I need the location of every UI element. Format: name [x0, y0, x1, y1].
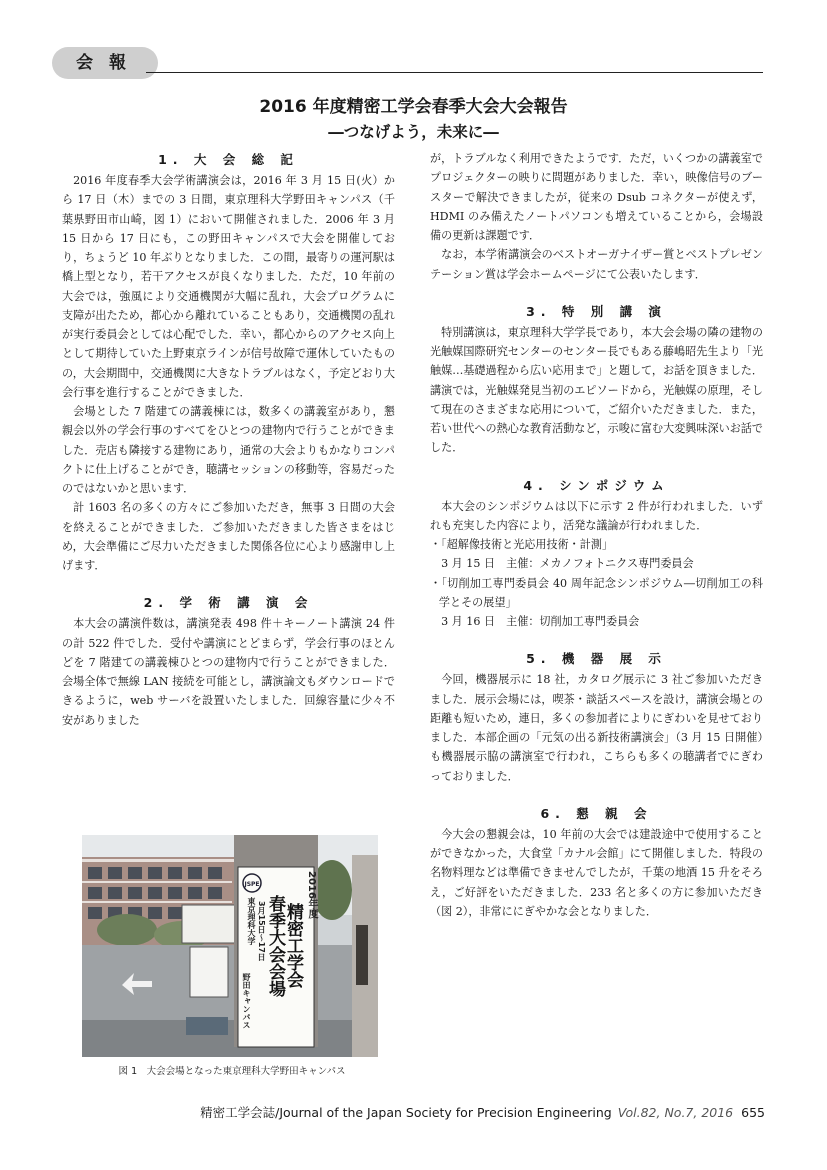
paragraph: 2016 年度春季大会学術講演会は，2016 年 3 月 15 日(火）から 17 日（木）までの 3 日間，東京理科大学野田キャンパス（千葉県野田市山崎，図 1）において開催されました．2006 年 3 月 15 日から 17 日にも，この野田キャンパスで大会を開催しており，ちょうど 10 年ぶりとなりました．この間，最寄りの運河駅は橋上型となり，若干アクセスが良くなりました．ただ，10 年前の大会では，強風により交通機関が大幅に乱れ，大会プログラムに支障が出たため，都心から離れていることもあり，交通機関の乱れが実行委員会としては心配でした．幸い，都心からのアクセス向上として期待していた上野東京ラインが信号故障で運休していたものの，大会期間中，交通機関に大きなトラブルはなく，予定どおり大会行事を進行することができました． — [62, 174, 395, 399]
paragraph: が，トラブルなく利用できたようです．ただ，いくつかの講義室でプロジェクターの映りに問題がありました．幸い，映像信号のブースターで解決できましたが，従来の Dsub コネクターが使えず，HDMI のみ備えたノートパソコンも増えていることから，会場設備の更新は課題です． — [430, 152, 763, 242]
list-item-detail: 3 月 15 日 主催：メカノフォトニクス専門委員会 — [441, 557, 694, 571]
sign-text-date: 3月15日～17日 — [257, 901, 266, 961]
section-heading-3: 3. 特 別 講 演 — [526, 303, 667, 319]
section-heading-6: 6. 懇 親 会 — [540, 805, 653, 821]
sign-text-main-2: 春季大会会場 — [265, 895, 285, 997]
paragraph: なお，本学術講演会のベストオーガナイザー賞とベストプレゼンテーション賞は学会ホームページにて公表いたします． — [430, 248, 763, 281]
sign-logo: JSPE — [244, 881, 260, 888]
campus-photo-illustration — [82, 835, 378, 1057]
section-heading-1: 1. 大 会 総 記 — [158, 152, 299, 167]
left-column — [62, 149, 395, 730]
paragraph: 本大会のシンポジウムは以下に示す 2 件が行われました．いずれも充実した内容により，活発な議論が行われました． — [430, 499, 763, 532]
list-item: ・「超解像技術と光応用技術・計測」 — [430, 538, 614, 551]
article-title: 2016 年度精密工学会春季大会大会報告 — [259, 97, 568, 117]
paragraph: 会場とした 7 階建ての講義棟には，数多くの講義室があり，懇親会以外の学会行事のすべてをひとつの建物内で行うことができました．売店も隣接する建物にあり，通常の大会よりもかなりコンパクトに仕上げることができ，聴講セッションの移動等，容易だったのではないかと思います． — [62, 405, 395, 495]
paragraph: 今大会の懇親会は，10 年前の大会では建設途中で使用することができなかった，大食堂「カナル会館」にて開催しました．特段の名物料理などは準備できませんでしたが，千葉の地酒 15 升をそろえ，ご好評をいただきました．233 名と多くの方に参加いただき（図 2），非常ににぎやかな会となりました． — [430, 827, 763, 918]
page-footer — [200, 1103, 765, 1121]
section-heading-5: 5. 機 器 展 示 — [526, 651, 667, 667]
sign-text-main-1: 精密工学会 — [283, 903, 303, 988]
section-heading-2: 2. 学 術 講 演 会 — [143, 595, 314, 611]
right-column — [430, 149, 763, 921]
article-subtitle: ―つなげよう，未来に― — [328, 123, 499, 141]
figure-1-photo — [82, 835, 378, 1057]
list-item: ・「切削加工専門委員会 40 周年記念シンポジウム―切削加工の科学とその展望」 — [430, 576, 763, 609]
figure-1-caption: 図 1 大会会場となった東京理科大学野田キャンパス — [118, 1066, 346, 1077]
paragraph: 今回，機器展示に 18 社，カタログ展示に 3 社ご参加いただきました．展示会場には，喫茶・談話スペースを設け，講演会場との距離も短いため，連日，多くの参加者によりにぎわいを見せておりました．本部企画の「元気の出る新技術講演会」（3 月 15 日開催）も機器展示脇の講演室で行われ，こちらも多くの聴講者でにぎわっておりました． — [430, 673, 763, 783]
journal-volume: Vol.82, No.7, 2016 — [617, 1105, 734, 1120]
page-number: 655 — [741, 1105, 765, 1120]
paragraph: 本大会の講演件数は，講演発表 498 件＋キーノート講演 24 件の計 522 件でした．受付や講演にとどまらず，学会行事のほとんどを 7 階建ての講義棟ひとつの建物内で行うことができました．会場全体で無線 LAN 接続を可能とし，講演論文もダウンロードできるように，web サーバを設置いたしました．回線容量に少々不安がありました — [62, 617, 395, 727]
paragraph: 特別講演は，東京理科大学学長であり，本大会会場の隣の建物の光触媒国際研究センターのセンター長でもある藤嶋昭先生より「光触媒…基礎過程から広い応用まで」と題して，お話を頂きました．講演では，光触媒発見当初のエピソードから，光触媒の原理，そして現在のさまざまな応用について，ご紹介いただきました．また，若い世代への熱心な教育活動など，示唆に富む大変興味深いお話でした． — [430, 325, 763, 455]
sign-text-place-1: 東京理科大学 — [247, 897, 256, 945]
section-heading-4: 4. シンポジウム — [523, 477, 670, 493]
header-rule — [146, 72, 763, 73]
list-item-detail: 3 月 16 日 主催：切削加工専門委員会 — [441, 615, 640, 628]
journal-name: 精密工学会誌/Journal of the Japan Society for Precision Engineering — [200, 1105, 612, 1120]
paragraph: 計 1603 名の多くの方々にご参加いただき，無事 3 日間の大会を終えることができました．ご参加いただきました皆さまをはじめ，大会準備にご尽力いただきました関係各位に心より感謝申し上げます． — [62, 501, 395, 572]
section-badge: 会報 — [52, 47, 158, 79]
sign-text-top: 2016年度 — [306, 871, 317, 919]
sign-text-place-2: 野田キャンパス — [242, 973, 251, 1029]
